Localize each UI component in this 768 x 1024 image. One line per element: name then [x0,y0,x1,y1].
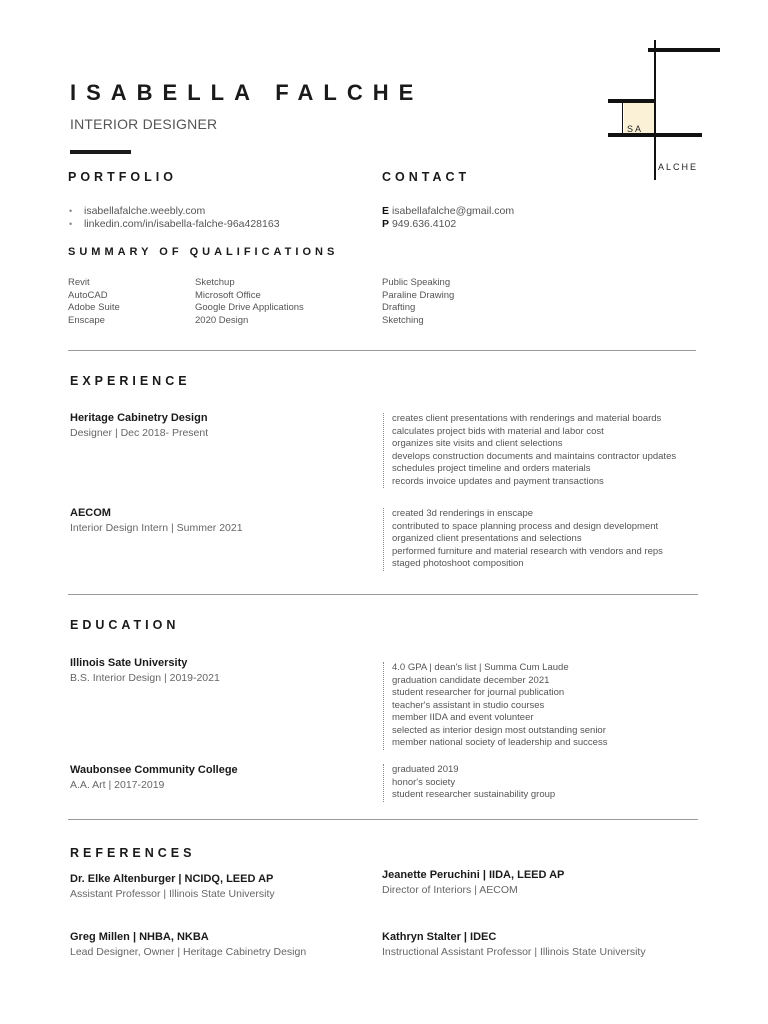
detail-item: graduation candidate december 2021 [392,674,550,686]
skill-item: 2020 Design [195,314,249,326]
monogram-top-letters: SA [627,124,644,134]
school-name: Illinois Sate University [70,657,188,669]
reference-role: Director of Interiors | AECOM [382,884,518,896]
skills-column-1 [68,277,120,327]
duty-item: created 3d renderings in enscape [392,508,534,519]
duty-item: organized client presentations and selections [392,533,582,544]
skill-item: Paraline Drawing [382,289,455,301]
skills-column-2 [195,277,304,327]
reference-name: Kathryn Stalter | IDEC [382,931,497,943]
detail-item: student researcher sustainability group [392,789,556,800]
job-role: Designer | Dec 2018- Present [70,427,209,439]
school-name: Waubonsee Community College [70,764,238,776]
duty-item: creates client presentations with renderings and material boards [392,413,662,424]
school-degree: A.A. Art | 2017-2019 [70,779,165,791]
reference-name: Jeanette Peruchini | IIDA, LEED AP [382,869,565,881]
divider-experience [68,594,698,595]
divider-education [68,819,698,820]
duty-item: develops construction documents and maintains contractor updates [392,450,677,462]
skill-item: Public Speaking [382,277,451,288]
reference-entry [382,931,646,958]
reference-name: Greg Millen | NHBA, NKBA [70,931,209,943]
job-title: INTERIOR DESIGNER [70,116,218,132]
email-address[interactable]: isabellafalche@gmail.com [391,205,515,217]
detail-item: honor's society [392,776,456,788]
skill-item: AutoCAD [68,289,108,301]
skill-item: Sketching [382,314,424,326]
portfolio-heading: PORTFOLIO [68,170,177,184]
skill-item: Revit [68,277,90,288]
reference-entry [70,873,275,900]
detail-item: graduated 2019 [392,764,459,775]
job-entry-aecom [70,507,243,534]
duty-item: schedules project timeline and orders materials [392,463,591,474]
qualifications-heading: SUMMARY OF QUALIFICATIONS [68,246,339,258]
school-details-isu [383,662,607,750]
school-degree: B.S. Interior Design | 2019-2021 [70,672,220,684]
school-entry-waubonsee [70,764,238,791]
skill-item: Adobe Suite [68,302,120,313]
phone-label: P [382,218,390,230]
contact-email-line [382,205,514,218]
school-details-waubonsee [383,764,555,802]
skill-item: Drafting [382,302,416,313]
duty-item: performed furniture and material research with vendors and reps [392,545,663,557]
reference-role: Assistant Professor | Illinois State University [70,888,275,900]
references-heading: REFERENCES [70,846,196,860]
job-role: Interior Design Intern | Summer 2021 [70,522,243,534]
job-org: AECOM [70,507,111,519]
duty-item: calculates project bids with material and labor cost [392,425,604,437]
contact-phone-line [382,218,514,231]
experience-heading: EXPERIENCE [70,374,191,388]
duty-item: organizes site visits and client selections [392,438,563,449]
duty-item: contributed to space planning process and design development [392,520,659,532]
reference-entry [382,869,564,896]
reference-entry [70,931,306,958]
skill-item: Microsoft Office [195,289,261,301]
reference-role: Instructional Assistant Professor | Illinois State University [382,946,646,958]
skills-column-3 [382,277,454,327]
portfolio-link-linkedin[interactable]: • linkedin.com/in/isabella-falche-96a428163 [68,218,280,231]
detail-item: member IIDA and event volunteer [392,712,534,723]
portfolio-link-website[interactable]: • isabellafalche.weebly.com [68,205,280,218]
education-heading: EDUCATION [70,618,180,632]
contact-heading: CONTACT [382,170,471,184]
monogram-top-bar [648,48,720,52]
skill-item: Sketchup [195,277,235,288]
resume-name: ISABELLA FALCHE [70,80,424,105]
skill-item: Google Drive Applications [195,302,304,313]
duty-item: records invoice updates and payment transactions [392,475,604,487]
title-underline [70,150,131,154]
phone-number[interactable]: 949.636.4102 [391,218,457,230]
job-entry-heritage [70,412,208,439]
monogram-logo [608,40,720,180]
duty-item: staged photoshoot composition [392,558,524,569]
monogram-bottom-letters: ALCHE [658,162,699,172]
detail-item: member national society of leadership and success [392,737,608,748]
detail-item: 4.0 GPA | dean's list | Summa Cum Laude [392,662,569,673]
divider-qualifications [68,350,696,351]
reference-name: Dr. Elke Altenburger | NCIDQ, LEED AP [70,873,274,885]
detail-item: selected as interior design most outstanding senior [392,724,606,736]
contact-block [382,205,514,231]
portfolio-links [68,205,280,231]
school-entry-isu [70,657,220,684]
detail-item: student researcher for journal publication [392,687,565,698]
detail-item: teacher's assistant in studio courses [392,699,545,711]
job-org: Heritage Cabinetry Design [70,412,208,424]
monogram-mid-bar [608,99,656,103]
email-label: E [382,205,390,217]
monogram-low-bar [608,133,702,137]
skill-item: Enscape [68,314,105,326]
job-duties-heritage [383,413,676,488]
job-duties-aecom [383,508,663,571]
reference-role: Lead Designer, Owner | Heritage Cabinetry Design [70,946,307,958]
